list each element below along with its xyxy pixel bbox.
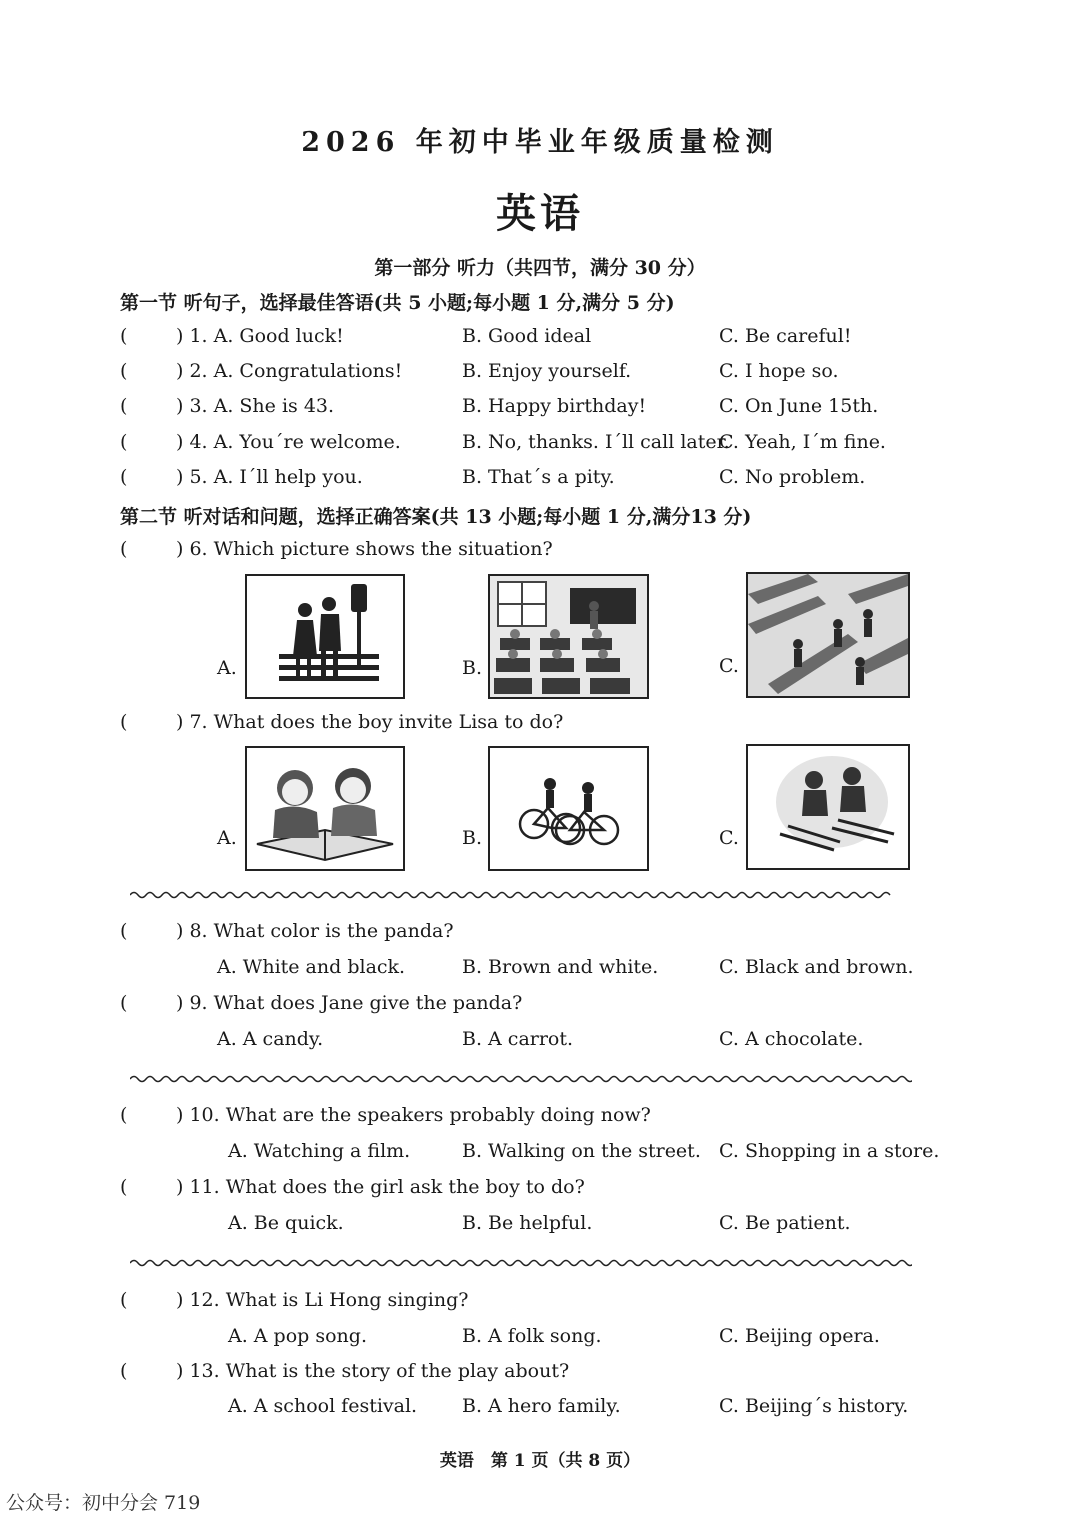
question-text: ) 5. A. I´ll help you. bbox=[176, 466, 363, 488]
options-row-13 bbox=[0, 1395, 1080, 1425]
option-a: A. A candy. bbox=[217, 1028, 324, 1050]
supermarket-picture bbox=[746, 572, 910, 698]
question-row-13 bbox=[0, 1360, 1080, 1390]
question-row-3 bbox=[0, 395, 1080, 425]
option-a: A. White and black. bbox=[217, 956, 406, 978]
option-b: B. No, thanks. I´ll call later. bbox=[462, 431, 730, 453]
wavy-divider bbox=[130, 890, 912, 900]
option-b: B. A folk song. bbox=[462, 1325, 602, 1347]
options-row-9 bbox=[0, 1028, 1080, 1058]
question-row-10 bbox=[0, 1104, 1080, 1134]
picture-label-b: B. bbox=[462, 827, 483, 849]
question-text: ) 12. What is Li Hong singing? bbox=[176, 1289, 469, 1311]
wavy-divider bbox=[130, 1258, 912, 1268]
question-row-12 bbox=[0, 1289, 1080, 1319]
option-b: B. A hero family. bbox=[462, 1395, 621, 1417]
option-c: C. Shopping in a store. bbox=[719, 1140, 940, 1162]
part-one-heading: 第一部分 听力（共四节，满分 30 分） bbox=[374, 257, 706, 279]
page-footer: 英语 第 1 页（共 8 页） bbox=[439, 1451, 641, 1471]
question-text: ) 11. What does the girl ask the boy to do? bbox=[176, 1176, 585, 1198]
crosswalk-picture bbox=[245, 574, 405, 699]
option-c: C. Beijing´s history. bbox=[719, 1395, 909, 1417]
option-c: C. On June 15th. bbox=[719, 395, 879, 417]
answer-paren: ( bbox=[120, 920, 128, 942]
option-b: B. Brown and white. bbox=[462, 956, 659, 978]
question-row-6 bbox=[0, 538, 1080, 568]
option-b: B. Walking on the street. bbox=[462, 1140, 701, 1162]
answer-paren: ( bbox=[120, 360, 128, 382]
answer-paren: ( bbox=[120, 538, 128, 560]
option-c: C. A chocolate. bbox=[719, 1028, 864, 1050]
section-two-heading: 第二节 听对话和问题，选择正确答案(共 13 小题;每小题 1 分,满分13 分) bbox=[120, 506, 752, 528]
watermark-text: 公众号：初中分会 719 bbox=[6, 1492, 201, 1514]
question-row-4 bbox=[0, 431, 1080, 461]
answer-paren: ( bbox=[120, 431, 128, 453]
answer-paren: ( bbox=[120, 1360, 128, 1382]
picture-label-a: A. bbox=[217, 657, 237, 679]
option-b: B. Be helpful. bbox=[462, 1212, 593, 1234]
answer-paren: ( bbox=[120, 325, 128, 347]
question-row-11 bbox=[0, 1176, 1080, 1206]
option-a: A. Be quick. bbox=[228, 1212, 344, 1234]
option-b: B. That´s a pity. bbox=[462, 466, 615, 488]
option-b: B. Happy birthday! bbox=[462, 395, 647, 417]
picture-label-c: C. bbox=[719, 827, 739, 849]
question-text: ) 1. A. Good luck! bbox=[176, 325, 344, 347]
answer-paren: ( bbox=[120, 711, 128, 733]
reading-picture bbox=[245, 746, 405, 871]
question-text: ) 9. What does Jane give the panda? bbox=[176, 992, 523, 1014]
question-row-2 bbox=[0, 360, 1080, 390]
option-c: C. I hope so. bbox=[719, 360, 839, 382]
exam-title: 2026 年初中毕业年级质量检测 bbox=[301, 127, 779, 158]
picture-label-b: B. bbox=[462, 657, 483, 679]
question-row-1 bbox=[0, 325, 1080, 355]
question-text: ) 4. A. You´re welcome. bbox=[176, 431, 401, 453]
option-a: A. A school festival. bbox=[228, 1395, 418, 1417]
question-row-9 bbox=[0, 992, 1080, 1022]
answer-paren: ( bbox=[120, 466, 128, 488]
question-text: ) 7. What does the boy invite Lisa to do? bbox=[176, 711, 564, 733]
subject-title: 英语 bbox=[496, 190, 584, 237]
option-c: C. Yeah, I´m fine. bbox=[719, 431, 886, 453]
question-text: ) 2. A. Congratulations! bbox=[176, 360, 403, 382]
question-text: ) 10. What are the speakers probably doing now? bbox=[176, 1104, 651, 1126]
wavy-divider bbox=[130, 1074, 912, 1084]
options-row-12 bbox=[0, 1325, 1080, 1355]
question-row-5 bbox=[0, 466, 1080, 496]
question-text: ) 3. A. She is 43. bbox=[176, 395, 335, 417]
option-a: A. Watching a film. bbox=[228, 1140, 411, 1162]
question-text: ) 6. Which picture shows the situation? bbox=[176, 538, 553, 560]
picture-label-c: C. bbox=[719, 655, 739, 677]
option-c: C. Be careful! bbox=[719, 325, 852, 347]
section-one-heading: 第一节 听句子，选择最佳答语(共 5 小题;每小题 1 分,满分 5 分) bbox=[120, 292, 675, 314]
question-row-7 bbox=[0, 711, 1080, 741]
answer-paren: ( bbox=[120, 992, 128, 1014]
option-c: C. Beijing opera. bbox=[719, 1325, 880, 1347]
option-c: C. No problem. bbox=[719, 466, 866, 488]
answer-paren: ( bbox=[120, 1289, 128, 1311]
option-b: B. A carrot. bbox=[462, 1028, 574, 1050]
option-b: B. Enjoy yourself. bbox=[462, 360, 632, 382]
cycling-picture bbox=[488, 746, 649, 871]
options-row-11 bbox=[0, 1212, 1080, 1242]
answer-paren: ( bbox=[120, 1104, 128, 1126]
option-a: A. A pop song. bbox=[228, 1325, 367, 1347]
option-c: C. Black and brown. bbox=[719, 956, 914, 978]
question-row-8 bbox=[0, 920, 1080, 950]
question-text: ) 13. What is the story of the play about? bbox=[176, 1360, 570, 1382]
option-b: B. Good ideal bbox=[462, 325, 592, 347]
classroom-picture bbox=[488, 574, 649, 699]
skiing-picture bbox=[746, 744, 910, 870]
options-row-8 bbox=[0, 956, 1080, 986]
picture-label-a: A. bbox=[217, 827, 237, 849]
question-text: ) 8. What color is the panda? bbox=[176, 920, 454, 942]
option-c: C. Be patient. bbox=[719, 1212, 851, 1234]
options-row-10 bbox=[0, 1140, 1080, 1170]
answer-paren: ( bbox=[120, 1176, 128, 1198]
answer-paren: ( bbox=[120, 395, 128, 417]
